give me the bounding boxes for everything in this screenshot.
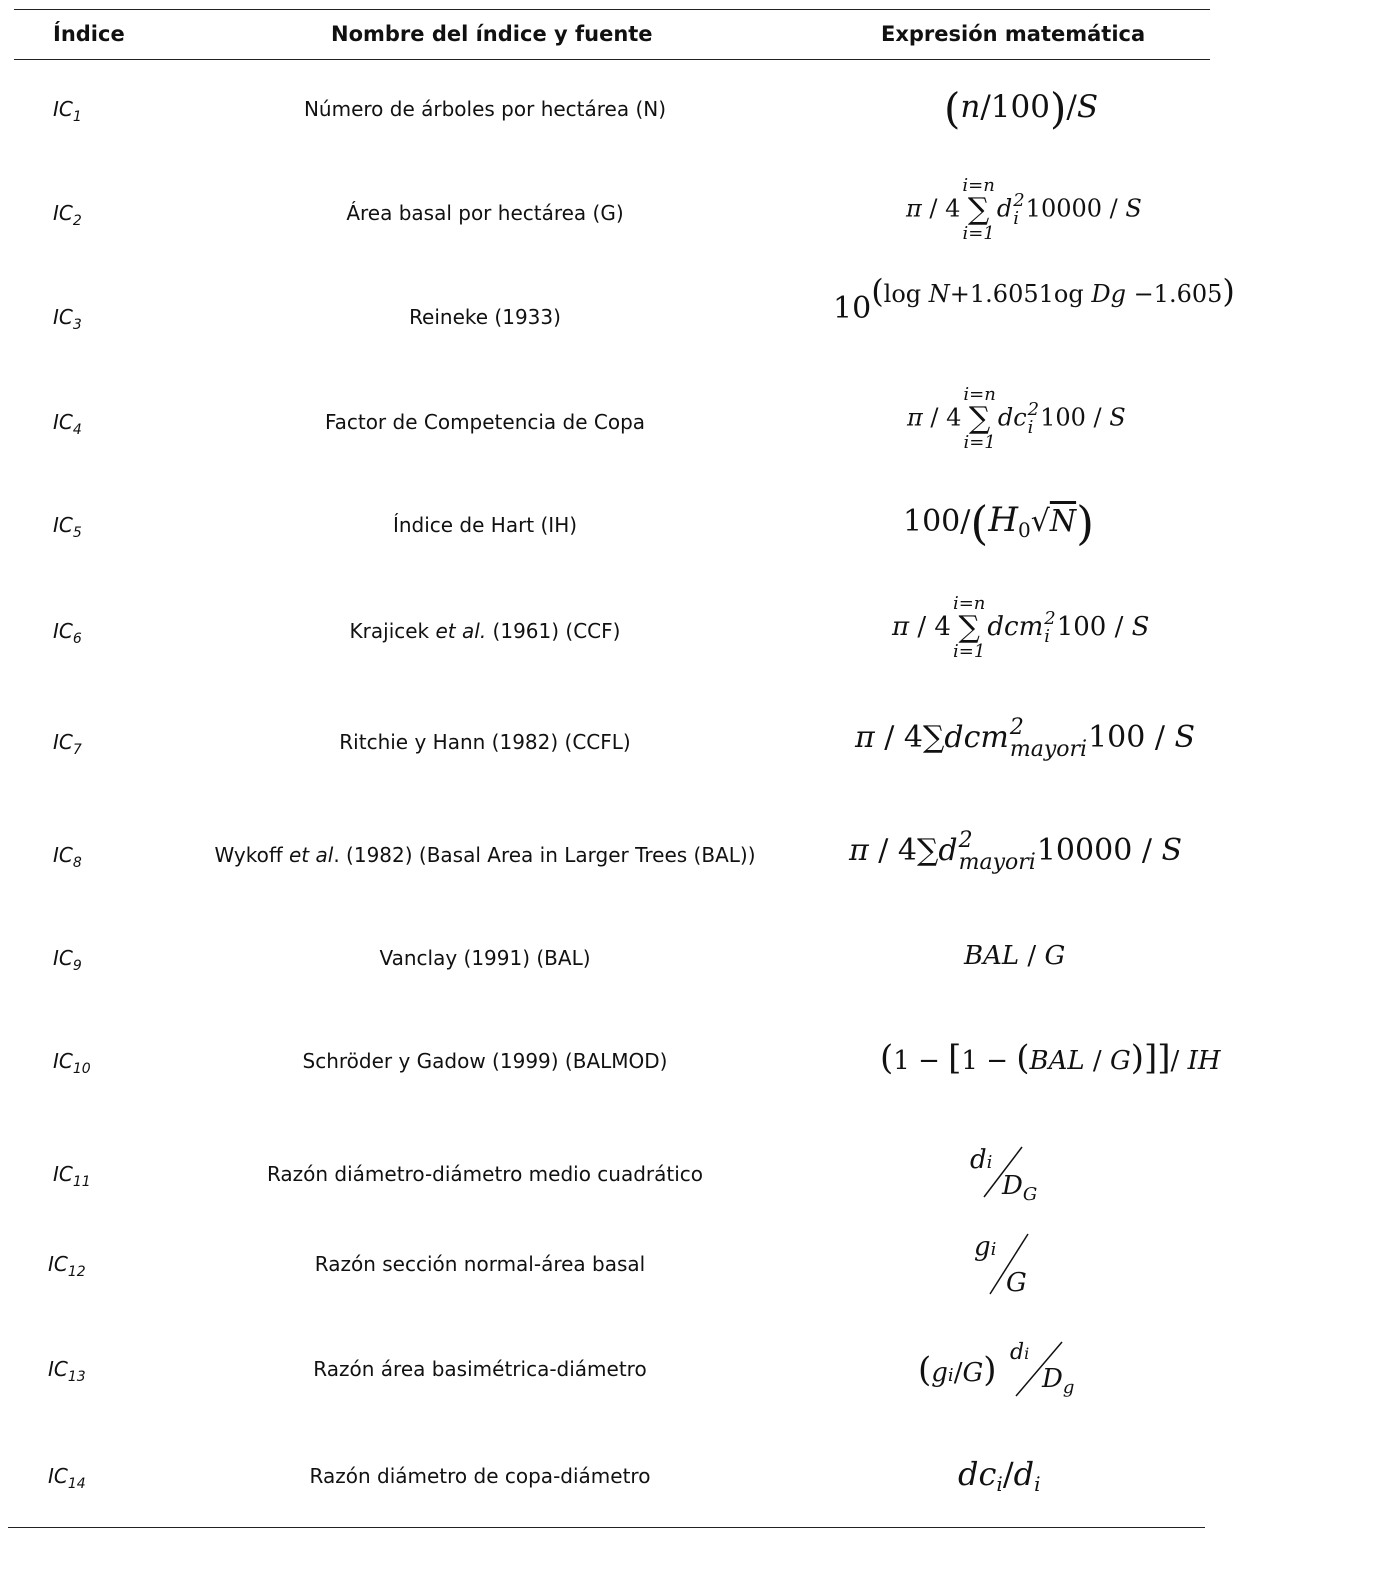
row-expression-7: π / 4∑dcm 2 mayori 100 / S <box>855 715 1196 762</box>
table-top-rule <box>14 9 1210 10</box>
header-bottom-rule <box>14 59 1210 60</box>
header-name: Nombre del índice y fuente <box>331 22 653 46</box>
row-index-6: $IC_6$ <box>53 619 82 647</box>
row-name-1: Número de árboles por hectárea (N) <box>303 97 667 121</box>
row-name-14: Razón diámetro de copa-diámetro <box>309 1464 651 1488</box>
row-name-9: Vanclay (1991) (BAL) <box>379 946 591 970</box>
row-expression-8: π / 4∑d 2 mayori 10000 / S <box>849 828 1183 875</box>
row-index-8: $IC_8$ <box>53 843 82 871</box>
row-index-5: $IC_5$ <box>53 513 82 541</box>
row-expression-6: π / 4 i=n ∑ i=1 dcm 2 i 100 / S <box>892 593 1150 662</box>
row-name-5: Índice de Hart (IH) <box>392 513 578 537</box>
row-index-9: $IC_9$ <box>53 946 82 974</box>
header-index: Índice <box>53 22 125 46</box>
row-index-3: $IC_3$ <box>53 305 82 333</box>
header-expression: Expresión matemática <box>881 22 1146 46</box>
row-index-1: $IC_1$ <box>53 97 82 125</box>
row-index-10: $IC_{10}$ <box>53 1049 91 1077</box>
row-expression-5: $100/(H_0√N)$ <box>903 496 1095 550</box>
row-expression-1: (n/100)/S <box>944 84 1099 133</box>
row-name-13: Razón área basimétrica-diámetro <box>313 1357 647 1381</box>
row-name-2: Área basal por hectárea (G) <box>346 201 624 225</box>
row-name-8: Wykoff et al. (1982) (Basal Area in Larger Trees (BAL)) <box>214 843 756 867</box>
row-name-11: Razón diámetro-diámetro medio cuadrático <box>266 1162 704 1186</box>
row-name-10: Schröder y Gadow (1999) (BALMOD) <box>302 1049 668 1073</box>
row-expression-2: π / 4 i=n ∑ i=1 d 2 i 10000 / S <box>906 175 1142 244</box>
row-index-4: $IC_4$ <box>53 410 82 438</box>
row-expression-13: (gi/G) di $D_g$ <box>918 1340 1075 1398</box>
row-expression-12: gi G <box>974 1232 1044 1298</box>
row-index-14: $IC_{14}$ <box>48 1464 86 1492</box>
row-name-7: Ritchie y Hann (1982) (CCFL) <box>339 730 631 754</box>
row-expression-3: $10^{(log N+1.6051og Dg -1.605)}$ <box>833 272 1235 326</box>
row-name-6: Krajicek et al. (1961) (CCF) <box>349 619 621 643</box>
row-expression-11: di $D_G$ <box>970 1145 1038 1205</box>
row-index-12: $IC_{12}$ <box>48 1252 86 1280</box>
row-name-4: Factor de Competencia de Copa <box>324 410 646 434</box>
row-index-11: $IC_{11}$ <box>53 1162 91 1190</box>
row-expression-14: dci/di <box>958 1455 1041 1496</box>
table-bottom-rule <box>8 1527 1205 1528</box>
row-index-7: $IC_7$ <box>53 730 82 758</box>
row-name-12: Razón sección normal-área basal <box>314 1252 646 1276</box>
row-expression-4: π / 4 i=n ∑ i=1 dc 2 i 100 / S <box>907 384 1126 453</box>
row-expression-10: (1 − [1 − (BAL / G)]]/ IH <box>880 1038 1221 1078</box>
row-name-3: Reineke (1933) <box>409 305 561 329</box>
row-expression-9: BAL / G <box>964 941 1066 971</box>
row-index-13: $IC_{13}$ <box>48 1357 86 1385</box>
row-index-2: $IC_2$ <box>53 201 82 229</box>
